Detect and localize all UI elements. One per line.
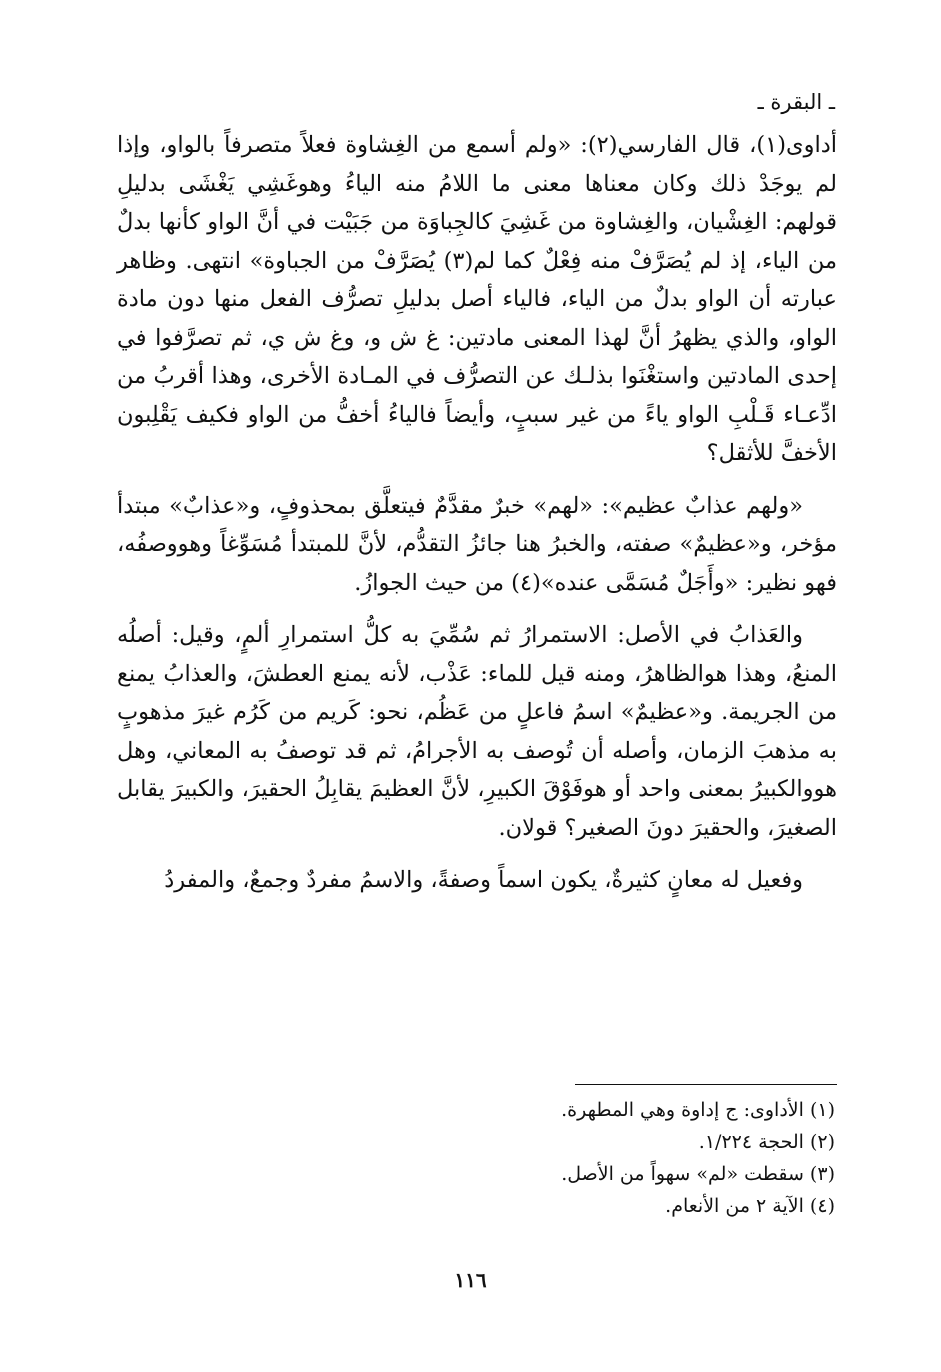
running-head: ـ البقرة ـ (757, 90, 835, 114)
footnote-1: (١) الأداوى: ج إداوة وهي المطهرة. (561, 1099, 835, 1121)
footnote-2: (٢) الحجة ١/٢٢٤. (698, 1131, 835, 1153)
paragraph-2: «ولهم عذابٌ عظيم»: «لهم» خبرٌ مقدَّمٌ فيتعلَّق بمحذوفٍ، و«عذابٌ» مبتدأ مؤخر، و«عظيمٌ» صفته، والخبرُ هنا جائزُ التقدُّم، لأنَّ للمبتدأ مُسَوِّغاً وهووصفُه، فهو نظير: «وأَجَلٌ مُسَمَّى عنده»(٤) من حيث الجوازُ. (117, 492, 837, 596)
paragraph-4: وفعيل له معانٍ كثيرةٌ، يكون اسماً وصفةً، والاسمُ مفردٌ وجمعٌ، والمفردُ (164, 867, 803, 893)
page-number: ١١٦ (454, 1268, 487, 1292)
paragraph-3: والعَذابُ في الأصل: الاستمرارُ ثم سُمِّيَ به كلُّ استمرارِ ألمٍ، وقيل: أصلُه المنعُ، وهذا هوالظاهرُ، ومنه قيل للماء: عَذْب، لأنه يمنع العطشَ، والعذابُ يمنع من الجريمة. و«عظيمٌ» اسمُ فاعلٍ من عَظُم، نحو: كَريم من كَرُم غيرَ مذهوبٍ به مذهبَ الزمان، وأصله أن تُوصف به الأجرامُ، ثم قد توصفُ به المعاني، وهل هووالكبيرُ بمعنى واحد أو هوفَوْقَ الكبيرِ، لأنَّ العظيمَ يقابِلُ الحقيرَ، والكبيرَ يقابل الصغيرَ، والحقيرَ دونَ الصغير؟ قولان. (117, 622, 837, 841)
footnotes (135, 1094, 835, 1222)
footnote-separator (575, 1084, 837, 1085)
paragraph-1: أداوى(١)، قال الفارسي(٢): «ولم أسمع من الغِشاوة فعلاً متصرفاً بالواو، وإذا لم يوجَدْ ذلك وكان معناها معنى ما اللامُ منه الياءُ وهوغَشِي يَغْشَى بدليلِ قولهم: الغِشْيان، والغِشاوة من غَشِيَ كالجِباوَة من جَبَيْت في أنَّ الواو كأنها بدلٌ من الياء، إذ لم يُصَرَّفْ منه فِعْلٌ كما لم(٣) يُصَرَّفْ من الجباوة» انتهى. وظاهر عبارته أن الواو بدلٌ من الياء، فالياء أصل بدليلِ تصرُّف الفعل منها دون مادة الواو، والذي يظهرُ أنَّ لهذا المعنى مادتين: غ ش و، وغ ش ي، ثم تصرَّفوا في إحدى المادتين واستغْنَوا بذلـك عن التصرُّف في المـادة الأخرى، وهذا أقربُ من ادِّعـاء قَـلْبِ الواو ياءً من غير سببٍ، وأيضاً فالياءُ أخفُّ من الواو فكيف يَقْلِبون الأخفَّ للأثقل؟ (117, 132, 838, 466)
main-text (117, 126, 837, 900)
footnote-4: (٤) الآية ٢ من الأنعام. (665, 1195, 835, 1217)
footnote-3: (٣) سقطت «لم» سهواً من الأصل. (561, 1163, 835, 1185)
